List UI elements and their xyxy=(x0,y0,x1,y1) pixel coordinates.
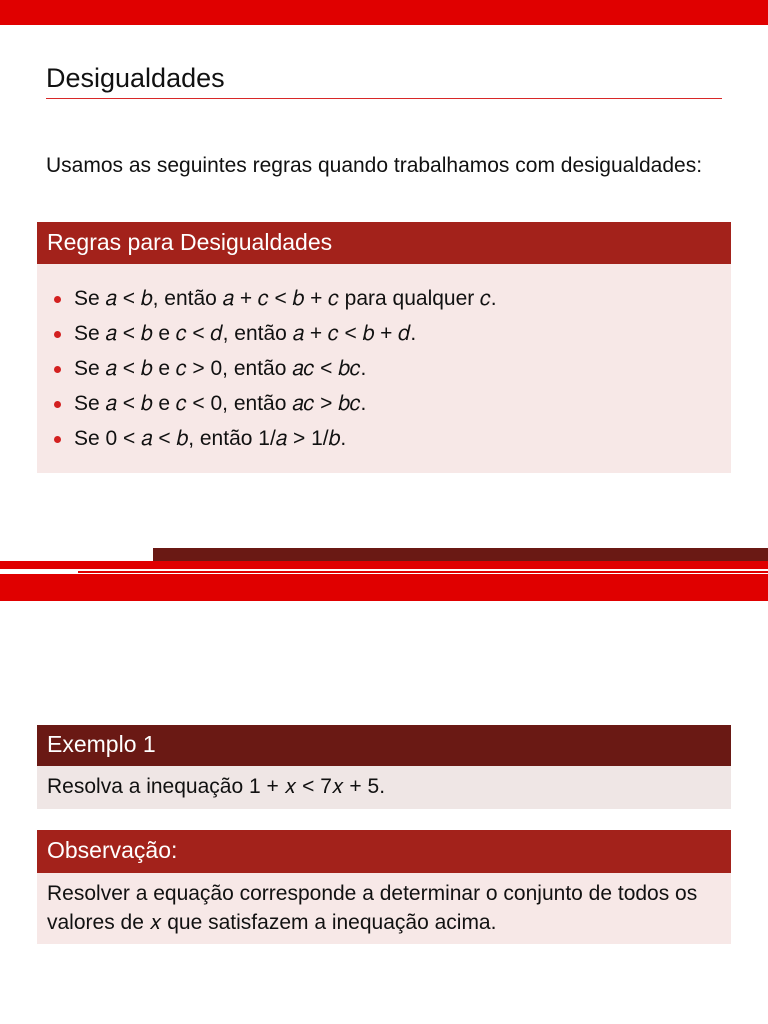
rule-item xyxy=(37,316,731,351)
rule-item xyxy=(37,281,731,316)
rule-text: Se 𝑎 < 𝑏 e 𝑐 < 0, então 𝑎𝑐 > 𝑏𝑐. xyxy=(74,392,367,415)
rule-item xyxy=(37,386,731,421)
example-block-body: Resolva a inequação 1 + 𝑥 < 7𝑥 + 5. xyxy=(37,766,731,809)
rules-block-body xyxy=(37,264,731,473)
rules-block-heading: Regras para Desigualdades xyxy=(37,222,731,264)
example-block xyxy=(37,725,731,809)
note-block-heading: Observação: xyxy=(37,830,731,873)
bullet-icon xyxy=(54,436,61,443)
bullet-icon xyxy=(54,401,61,408)
next-slide-header-bar xyxy=(0,574,768,601)
rule-text: Se 𝑎 < 𝑏, então 𝑎 + 𝑐 < 𝑏 + 𝑐 para qualquer 𝑐. xyxy=(74,287,497,310)
rule-item xyxy=(37,351,731,386)
rules-block xyxy=(37,222,731,473)
bullet-icon xyxy=(54,296,61,303)
bullet-icon xyxy=(54,366,61,373)
intro-paragraph: Usamos as seguintes regras quando trabalhamos com desigualdades: xyxy=(46,154,703,177)
rule-text: Se 𝑎 < 𝑏 e 𝑐 > 0, então 𝑎𝑐 < 𝑏𝑐. xyxy=(74,357,367,380)
bullet-icon xyxy=(54,331,61,338)
note-block-body: Resolver a equação corresponde a determinar o conjunto de todos os valores de 𝑥 que satisfazem a inequação acima. xyxy=(37,873,731,944)
rule-item xyxy=(37,421,731,456)
rule-text: Se 𝑎 < 𝑏 e 𝑐 < 𝑑, então 𝑎 + 𝑐 < 𝑏 + 𝑑. xyxy=(74,322,417,345)
footer-red-bar xyxy=(0,561,768,569)
slide-title: Desigualdades xyxy=(46,63,225,93)
note-block xyxy=(37,830,731,944)
example-block-heading: Exemplo 1 xyxy=(37,725,731,766)
rules-list xyxy=(37,281,731,456)
rule-text: Se 0 < 𝑎 < 𝑏, então 1/𝑎 > 1/𝑏. xyxy=(74,427,347,450)
footer-dark-bar xyxy=(153,548,768,561)
footer-red-line xyxy=(78,571,768,573)
title-underline xyxy=(46,98,722,99)
top-header-bar xyxy=(0,0,768,25)
